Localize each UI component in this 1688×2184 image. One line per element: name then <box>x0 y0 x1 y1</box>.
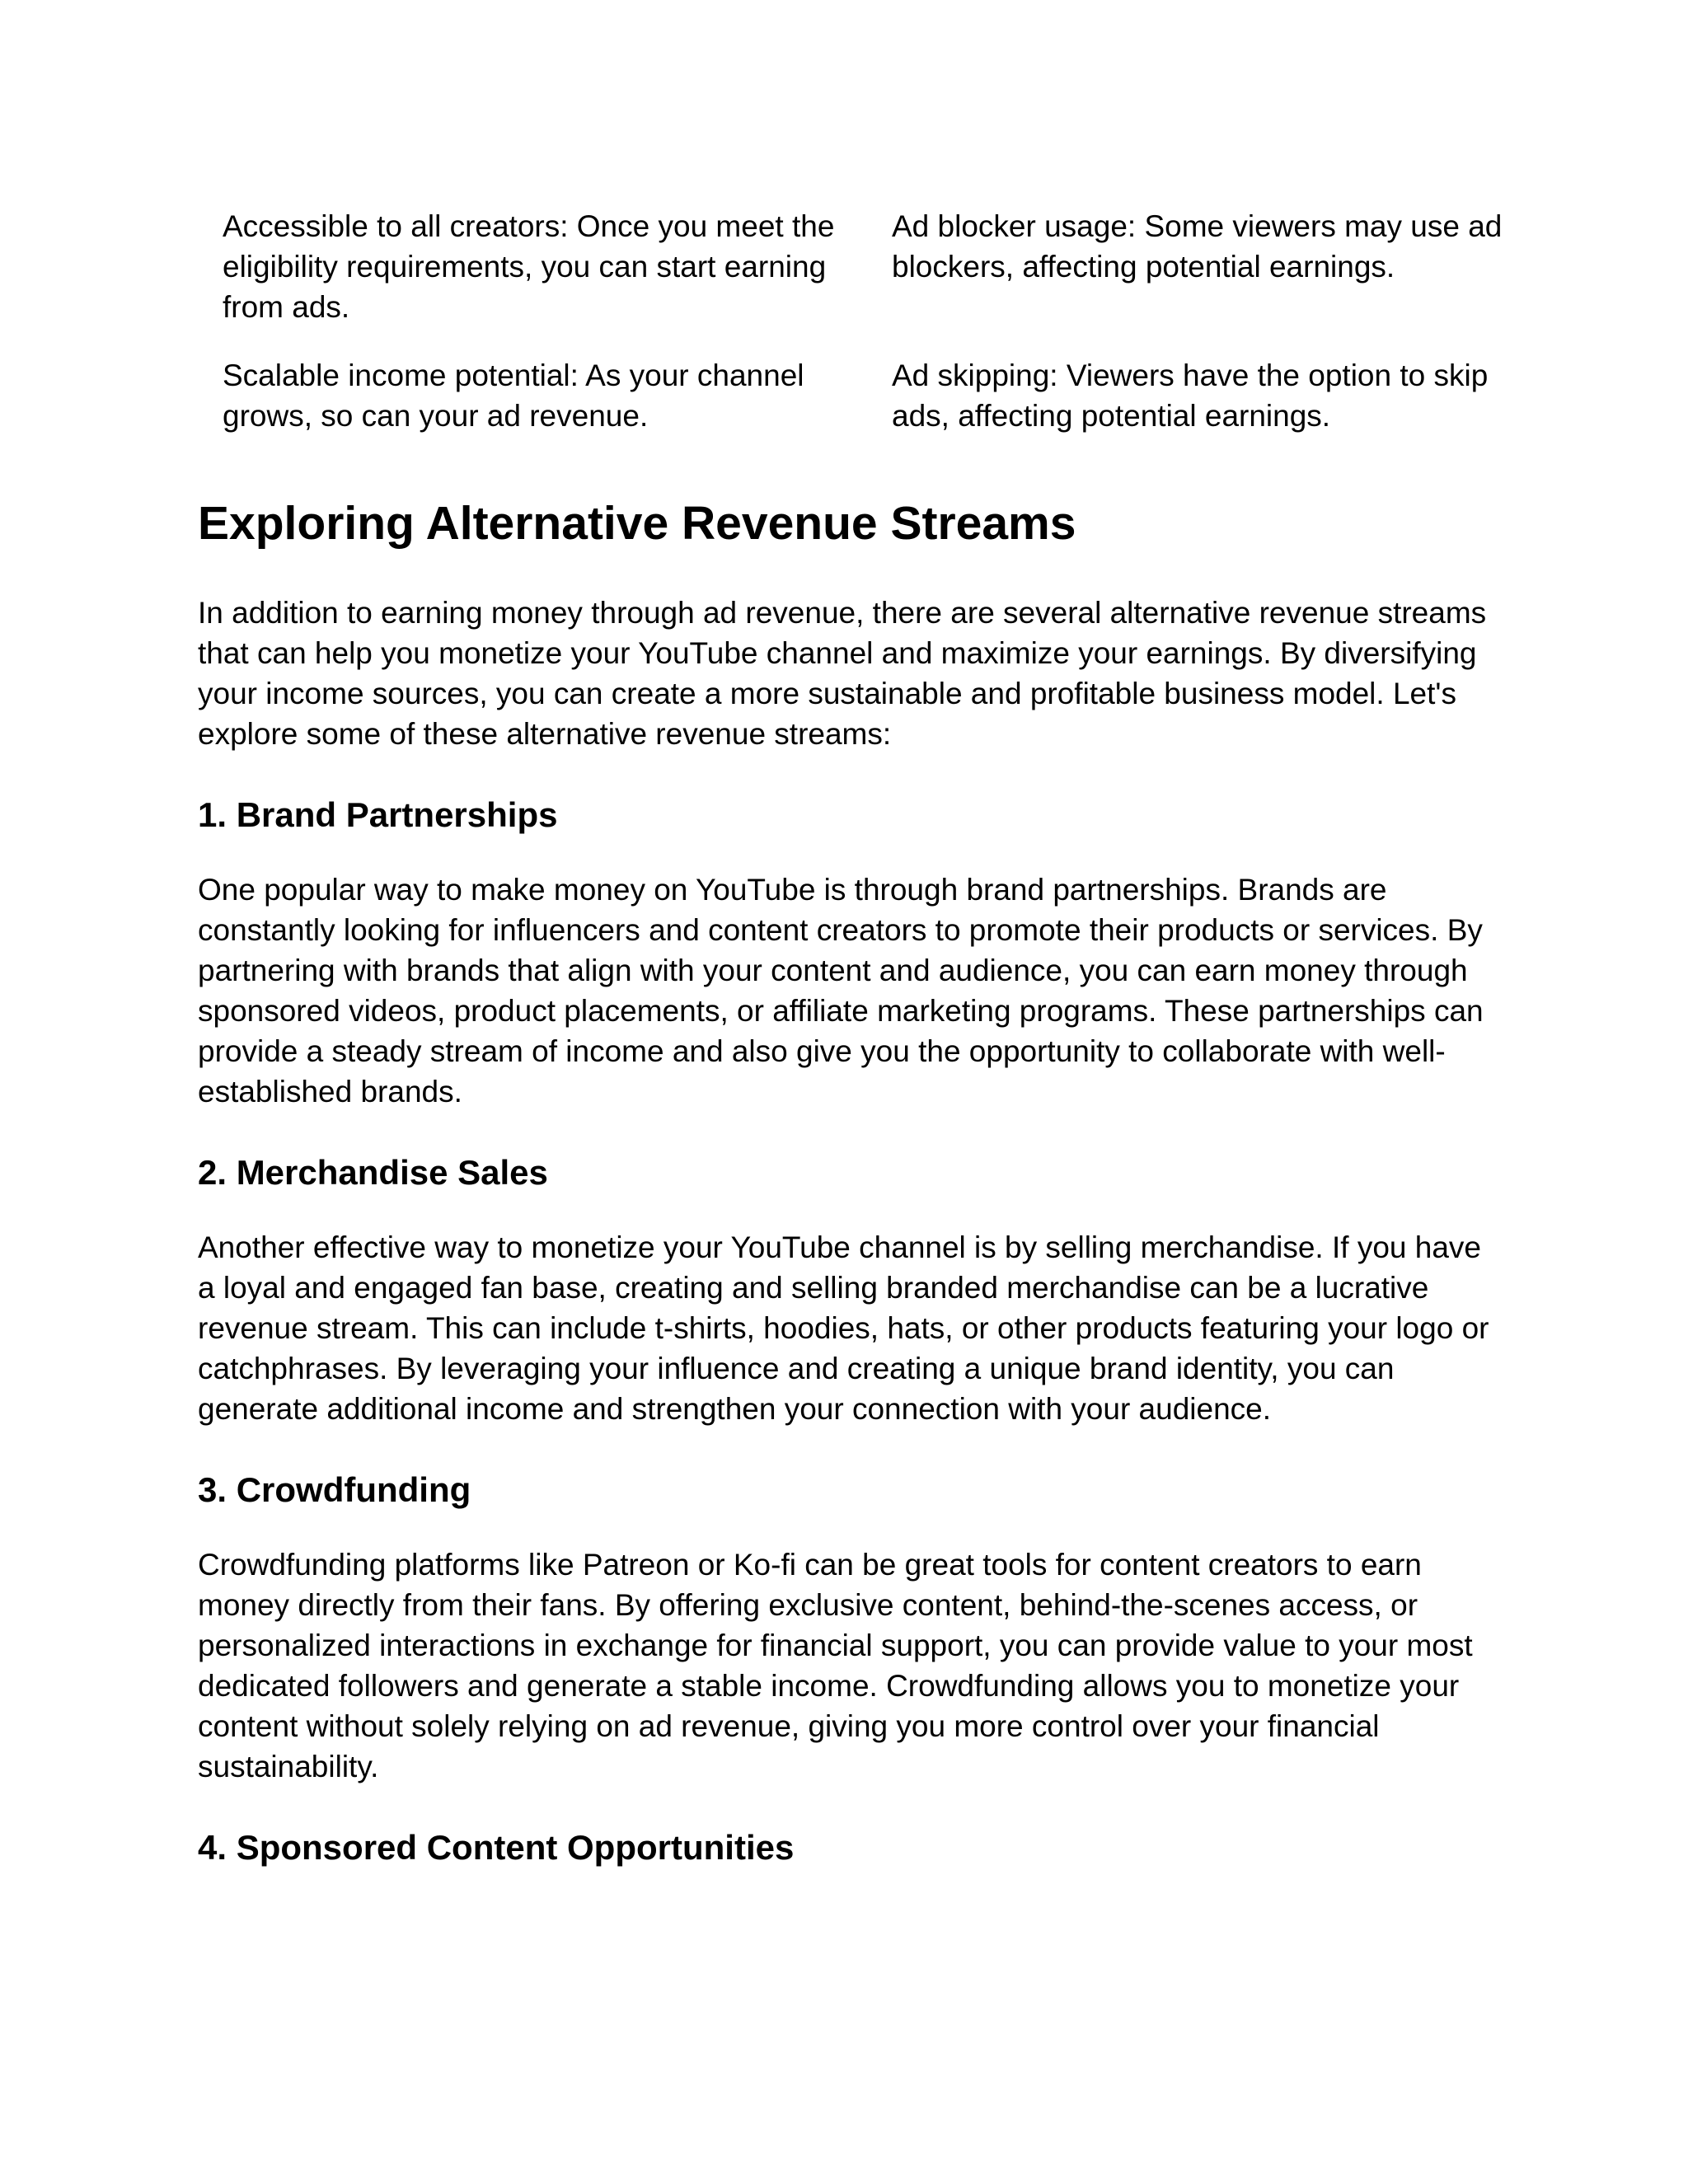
pros-cons-table <box>223 206 1503 464</box>
subsection-heading-brand-partnerships: 1. Brand Partnerships <box>198 795 558 834</box>
subsection-body-crowdfunding: Crowdfunding platforms like Patreon or Ko-fi can be great tools for content creators to earn money directly from their fans. By offering exclusive content, behind-the-scenes access, or personalized interactions in exchange for financial support, you can provide value to your most dedicated followers and generate a stable income. Crowdfunding allows you to monetize your content without solely relying on ad revenue, giving you more control over your financial sustainability. <box>198 1548 1473 1783</box>
subsection-heading-sponsored-content: 4. Sponsored Content Opportunities <box>198 1828 795 1867</box>
section-intro: In addition to earning money through ad revenue, there are several alternative revenue streams that can help you monetize your YouTube channel and maximize your earnings. By diversifying your income sources, you can create a more sustainable and profitable business model. Let's explore some of these alternative revenue streams: <box>198 596 1487 751</box>
con-cell: Ad skipping: Viewers have the option to skip ads, affecting potential earnings. <box>892 359 1489 433</box>
document-page <box>198 206 1503 1902</box>
con-cell: Ad blocker usage: Some viewers may use ad blockers, affecting potential earnings. <box>892 209 1503 284</box>
subsection-body-brand-partnerships: One popular way to make money on YouTube is through brand partnerships. Brands are constantly looking for influencers and content creators to promote their products or services. By partnering with brands that align with your content and audience, you can earn money through sponsored videos, product placements, or affiliate marketing programs. These partnerships can provide a steady stream of income and also give you the opportunity to collaborate with well-established brands. <box>198 873 1484 1108</box>
section-title: Exploring Alternative Revenue Streams <box>198 497 1076 550</box>
subsection-body-merchandise-sales: Another effective way to monetize your YouTube channel is by selling merchandise. If you have a loyal and engaged fan base, creating and selling branded merchandise can be a lucrative revenue stream. This can include t-shirts, hoodies, hats, or other products featuring your logo or catchphrases. By leveraging your influence and creating a unique brand identity, you can generate additional income and strengthen your connection with your audience. <box>198 1230 1489 1426</box>
subsection-heading-merchandise-sales: 2. Merchandise Sales <box>198 1153 548 1192</box>
pro-cell: Scalable income potential: As your channel grows, so can your ad revenue. <box>223 359 804 433</box>
pro-cell: Accessible to all creators: Once you meet the eligibility requirements, you can start earning from ads. <box>223 209 835 324</box>
subsection-heading-crowdfunding: 3. Crowdfunding <box>198 1470 471 1509</box>
